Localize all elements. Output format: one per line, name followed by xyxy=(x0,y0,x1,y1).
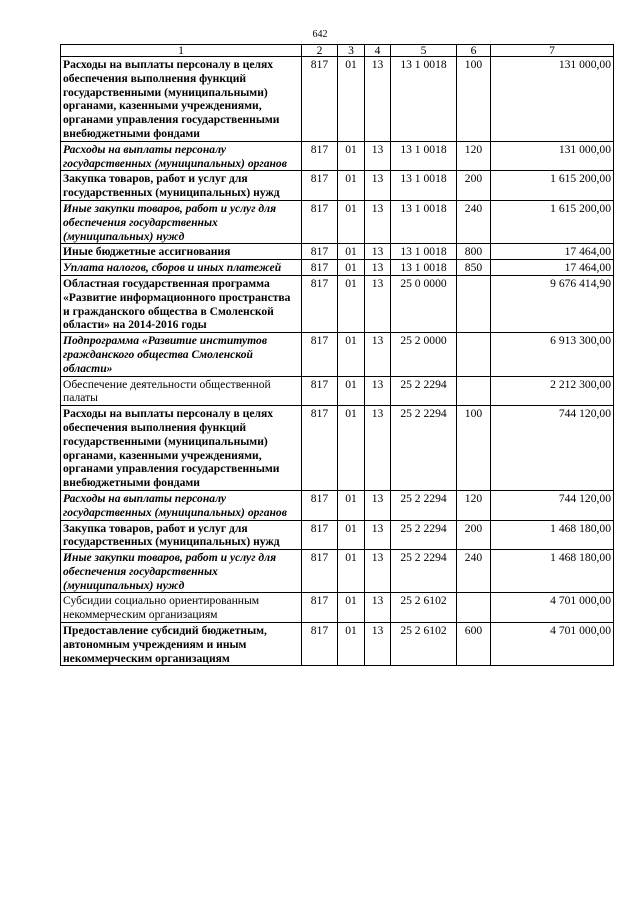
admin-code-cell: 817 xyxy=(302,141,338,171)
table-row xyxy=(61,275,614,332)
table-row xyxy=(61,376,614,406)
table-row xyxy=(61,490,614,520)
table-row xyxy=(61,550,614,593)
subsection-code-cell: 13 xyxy=(365,623,391,666)
section-code-cell: 01 xyxy=(338,406,365,491)
expense-type-cell: 240 xyxy=(457,200,491,243)
item-name-cell: Закупка товаров, работ и услуг для государственных (муниципальных) нужд xyxy=(61,171,302,201)
section-code-cell: 01 xyxy=(338,333,365,376)
table-header-row xyxy=(61,45,614,57)
subsection-code-cell: 13 xyxy=(365,593,391,623)
admin-code-cell: 817 xyxy=(302,623,338,666)
expense-type-cell: 100 xyxy=(457,57,491,142)
column-header: 6 xyxy=(457,45,491,57)
amount-cell: 744 120,00 xyxy=(491,406,614,491)
amount-cell: 2 212 300,00 xyxy=(491,376,614,406)
amount-cell: 6 913 300,00 xyxy=(491,333,614,376)
table-row xyxy=(61,593,614,623)
budget-table xyxy=(60,44,614,666)
target-article-cell: 13 1 0018 xyxy=(391,141,457,171)
column-header: 3 xyxy=(338,45,365,57)
target-article-cell: 13 1 0018 xyxy=(391,200,457,243)
target-article-cell: 13 1 0018 xyxy=(391,57,457,142)
section-code-cell: 01 xyxy=(338,57,365,142)
item-name-cell: Иные закупки товаров, работ и услуг для обеспечения государственных (муниципальных) нужд xyxy=(61,200,302,243)
section-code-cell: 01 xyxy=(338,260,365,276)
target-article-cell: 25 2 2294 xyxy=(391,490,457,520)
subsection-code-cell: 13 xyxy=(365,406,391,491)
item-name-cell: Иные бюджетные ассигнования xyxy=(61,244,302,260)
target-article-cell: 25 2 2294 xyxy=(391,376,457,406)
target-article-cell: 25 0 0000 xyxy=(391,275,457,332)
item-name-cell: Иные закупки товаров, работ и услуг для обеспечения государственных (муниципальных) нужд xyxy=(61,550,302,593)
subsection-code-cell: 13 xyxy=(365,376,391,406)
subsection-code-cell: 13 xyxy=(365,490,391,520)
subsection-code-cell: 13 xyxy=(365,260,391,276)
admin-code-cell: 817 xyxy=(302,57,338,142)
amount-cell: 131 000,00 xyxy=(491,57,614,142)
amount-cell: 4 701 000,00 xyxy=(491,593,614,623)
amount-cell: 4 701 000,00 xyxy=(491,623,614,666)
section-code-cell: 01 xyxy=(338,141,365,171)
section-code-cell: 01 xyxy=(338,623,365,666)
subsection-code-cell: 13 xyxy=(365,141,391,171)
table-row xyxy=(61,406,614,491)
expense-type-cell: 200 xyxy=(457,520,491,550)
amount-cell: 1 615 200,00 xyxy=(491,171,614,201)
table-row xyxy=(61,171,614,201)
table-row xyxy=(61,333,614,376)
item-name-cell: Закупка товаров, работ и услуг для государственных (муниципальных) нужд xyxy=(61,520,302,550)
amount-cell: 17 464,00 xyxy=(491,260,614,276)
item-name-cell: Расходы на выплаты персоналу в целях обеспечения выполнения функций государственными (муниципальными) органами, казенными учреждениями, органами управления государственными внебюджетными фондами xyxy=(61,406,302,491)
item-name-cell: Подпрограмма «Развитие институтов гражданского общества Смоленской области» xyxy=(61,333,302,376)
expense-type-cell xyxy=(457,333,491,376)
table-row xyxy=(61,260,614,276)
target-article-cell: 13 1 0018 xyxy=(391,260,457,276)
target-article-cell: 25 2 2294 xyxy=(391,406,457,491)
item-name-cell: Субсидии социально ориентированным некоммерческим организациям xyxy=(61,593,302,623)
section-code-cell: 01 xyxy=(338,275,365,332)
section-code-cell: 01 xyxy=(338,550,365,593)
section-code-cell: 01 xyxy=(338,490,365,520)
table-body xyxy=(61,57,614,666)
table-row xyxy=(61,244,614,260)
table-row xyxy=(61,520,614,550)
subsection-code-cell: 13 xyxy=(365,520,391,550)
table-row xyxy=(61,57,614,142)
subsection-code-cell: 13 xyxy=(365,244,391,260)
expense-type-cell: 850 xyxy=(457,260,491,276)
amount-cell: 9 676 414,90 xyxy=(491,275,614,332)
section-code-cell: 01 xyxy=(338,520,365,550)
section-code-cell: 01 xyxy=(338,593,365,623)
amount-cell: 1 468 180,00 xyxy=(491,520,614,550)
subsection-code-cell: 13 xyxy=(365,275,391,332)
section-code-cell: 01 xyxy=(338,200,365,243)
admin-code-cell: 817 xyxy=(302,260,338,276)
subsection-code-cell: 13 xyxy=(365,57,391,142)
item-name-cell: Областная государственная программа «Развитие информационного пространства и гражданского общества в Смоленской области» на 2014-2016 годы xyxy=(61,275,302,332)
target-article-cell: 25 2 6102 xyxy=(391,623,457,666)
target-article-cell: 13 1 0018 xyxy=(391,171,457,201)
expense-type-cell: 600 xyxy=(457,623,491,666)
subsection-code-cell: 13 xyxy=(365,200,391,243)
item-name-cell: Расходы на выплаты персоналу государственных (муниципальных) органов xyxy=(61,490,302,520)
amount-cell: 1 468 180,00 xyxy=(491,550,614,593)
column-header: 2 xyxy=(302,45,338,57)
admin-code-cell: 817 xyxy=(302,275,338,332)
column-header: 5 xyxy=(391,45,457,57)
amount-cell: 744 120,00 xyxy=(491,490,614,520)
admin-code-cell: 817 xyxy=(302,333,338,376)
table-row xyxy=(61,623,614,666)
item-name-cell: Уплата налогов, сборов и иных платежей xyxy=(61,260,302,276)
table-row xyxy=(61,200,614,243)
section-code-cell: 01 xyxy=(338,376,365,406)
admin-code-cell: 817 xyxy=(302,171,338,201)
expense-type-cell: 100 xyxy=(457,406,491,491)
expense-type-cell xyxy=(457,593,491,623)
admin-code-cell: 817 xyxy=(302,593,338,623)
column-header: 4 xyxy=(365,45,391,57)
expense-type-cell: 120 xyxy=(457,141,491,171)
expense-type-cell: 120 xyxy=(457,490,491,520)
column-header: 1 xyxy=(61,45,302,57)
target-article-cell: 13 1 0018 xyxy=(391,244,457,260)
item-name-cell: Расходы на выплаты персоналу государственных (муниципальных) органов xyxy=(61,141,302,171)
admin-code-cell: 817 xyxy=(302,200,338,243)
expense-type-cell: 800 xyxy=(457,244,491,260)
amount-cell: 17 464,00 xyxy=(491,244,614,260)
admin-code-cell: 817 xyxy=(302,550,338,593)
subsection-code-cell: 13 xyxy=(365,333,391,376)
target-article-cell: 25 2 2294 xyxy=(391,520,457,550)
expense-type-cell xyxy=(457,376,491,406)
target-article-cell: 25 2 2294 xyxy=(391,550,457,593)
target-article-cell: 25 2 0000 xyxy=(391,333,457,376)
item-name-cell: Расходы на выплаты персоналу в целях обеспечения выполнения функций государственными (муниципальными) органами, казенными учреждениями, органами управления государственными внебюджетными фондами xyxy=(61,57,302,142)
expense-type-cell: 200 xyxy=(457,171,491,201)
table-row xyxy=(61,141,614,171)
admin-code-cell: 817 xyxy=(302,490,338,520)
admin-code-cell: 817 xyxy=(302,406,338,491)
admin-code-cell: 817 xyxy=(302,520,338,550)
section-code-cell: 01 xyxy=(338,171,365,201)
target-article-cell: 25 2 6102 xyxy=(391,593,457,623)
admin-code-cell: 817 xyxy=(302,244,338,260)
amount-cell: 131 000,00 xyxy=(491,141,614,171)
section-code-cell: 01 xyxy=(338,244,365,260)
column-header: 7 xyxy=(491,45,614,57)
item-name-cell: Обеспечение деятельности общественной палаты xyxy=(61,376,302,406)
page-number: 642 xyxy=(312,29,328,40)
amount-cell: 1 615 200,00 xyxy=(491,200,614,243)
subsection-code-cell: 13 xyxy=(365,171,391,201)
expense-type-cell xyxy=(457,275,491,332)
subsection-code-cell: 13 xyxy=(365,550,391,593)
expense-type-cell: 240 xyxy=(457,550,491,593)
admin-code-cell: 817 xyxy=(302,376,338,406)
item-name-cell: Предоставление субсидий бюджетным, автономным учреждениям и иным некоммерческим организациям xyxy=(61,623,302,666)
